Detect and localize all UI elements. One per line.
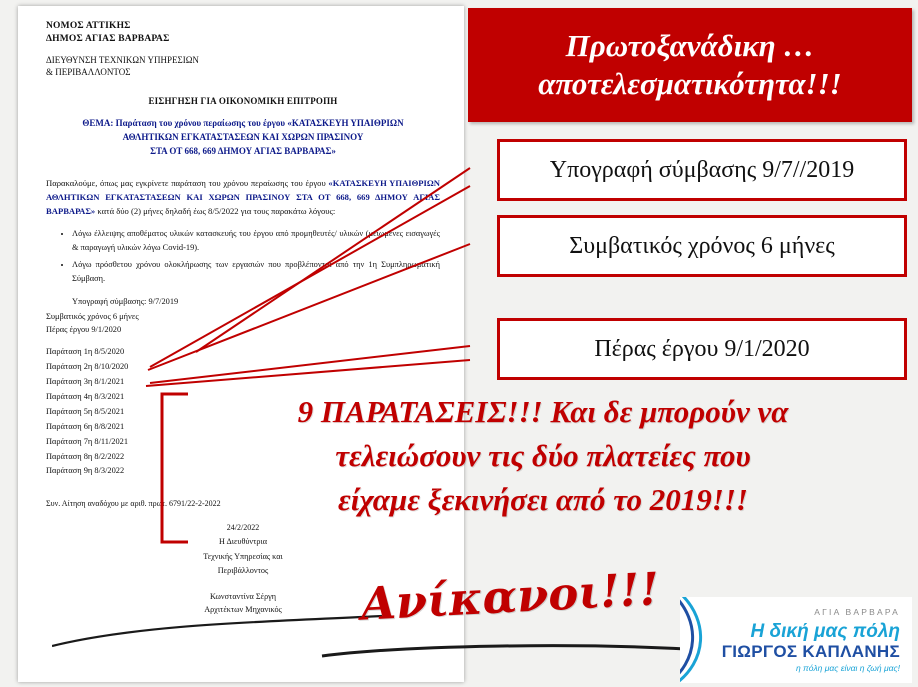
logo-slogan: Η δική μας πόλη — [750, 621, 900, 642]
document-header — [46, 20, 440, 45]
timeline-block — [46, 295, 440, 337]
callout-project-end — [497, 318, 907, 380]
callout-signature-text: Υπογραφή σύμβασης 9/7//2019 — [549, 156, 855, 183]
timeline-sign: Υπογραφή σύμβασης: 9/7/2019 — [72, 297, 179, 307]
statement-line-1: 9 ΠΑΡΑΤΑΣΕΙΣ!!! Και δε μπορούν να — [297, 394, 789, 429]
signature-role-1: Η Διευθύντρια — [218, 537, 267, 547]
signature-name: Κωνσταντίνα Σέργη — [209, 592, 277, 602]
document-paragraph — [46, 177, 440, 219]
campaign-logo — [680, 597, 912, 683]
paragraph-project-name: «ΚΑΤΑΣΚΕΥΗ ΥΠΑΙΘΡΙΩΝ ΑΘΛΗΤΙΚΩΝ ΕΓΚΑΤΑΣΤΑΣΕΩΝ ΚΑΙ ΧΩΡΩΝ ΠΡΑΣΙΝΟΥ ΣΤΑ ΟΤ 668, 669 ΔΗΜΟΥ ΑΓΙΑΣ ΒΑΡΒΑΡΑΣ» — [46, 178, 440, 216]
statement-line-3: είχαμε ξεκινήσει από το 2019!!! — [338, 482, 748, 518]
subject-text: Παράταση του χρόνου περαίωσης του έργου «ΚΑΤΑΣΚΕΥΗ ΥΠΑΙΘΡΙΩΝ — [115, 118, 404, 129]
signature-date: 24/2/2022 — [226, 523, 260, 533]
timeline-duration: Συμβατικός χρόνος 6 μήνες — [46, 311, 139, 321]
list-item: Παράταση 4η 8/3/2021 — [46, 391, 125, 401]
header-line-1: ΝΟΜΟΣ ΑΤΤΙΚΗΣ — [46, 21, 131, 31]
callout-signature-date — [497, 139, 907, 201]
list-item: Παράταση 5η 8/5/2021 — [46, 406, 125, 416]
paragraph-part-1: Παρακαλούμε, όπως μας εγκρίνετε παράταση του χρόνου περαίωσης του έργου — [46, 178, 329, 189]
timeline-end: Πέρας έργου 9/1/2020 — [46, 325, 122, 335]
handwriting-underline — [318, 643, 690, 659]
list-item: Παράταση 6η 8/8/2021 — [46, 421, 125, 431]
logo-candidate-name: ΓΙΩΡΓΟΣ ΚΑΠΛΑΝΗΣ — [721, 642, 900, 661]
handwritten-annotation: Ανίκανοι!!! — [359, 562, 661, 631]
list-item: Παράταση 7η 8/11/2021 — [46, 436, 129, 446]
logo-city-label: ΑΓΙΑ ΒΑΡΒΑΡΑ — [814, 607, 900, 617]
list-item: • Λόγω έλλειψης αποθέματος υλικών κατασκευής του έργου από προμηθευτές/ υλικών (μειωμένες εισαγωγές & παραγωγή υλικών λόγω Covid-19). — [72, 227, 440, 254]
list-item: Παράταση 2η 8/10/2020 — [46, 361, 129, 371]
paragraph-part-3: κατά δύο (2) μήνες δηλαδή έως 8/5/2022 για τους παρακάτω λόγους: — [95, 206, 336, 216]
list-item: Παράταση 1η 8/5/2020 — [46, 346, 125, 356]
callout-duration-text: Συμβατικός χρόνος 6 μήνες — [569, 232, 835, 259]
document-subject — [46, 117, 440, 159]
banner-callout — [468, 8, 912, 122]
list-item: • Λόγω πρόσθετου χρόνου ολοκλήρωσης των εργασιών που προβλέπονται από την 1η Συμπληρωματική Σύμβαση. — [72, 258, 440, 285]
header-line-4: & ΠΕΡΙΒΑΛΛΟΝΤΟΣ — [46, 67, 131, 78]
banner-line-1: Πρωτοξανάδικη … — [565, 28, 815, 64]
signature-profession: Αρχιτέκτων Μηχανικός — [204, 604, 282, 614]
banner-line-2: αποτελεσματικότητα!!! — [538, 66, 842, 101]
subject-label: ΘΕΜΑ: — [82, 118, 114, 129]
logo-tagline: η πόλη μας είναι η ζωή μας! — [795, 663, 900, 673]
callout-end-text: Πέρας έργου 9/1/2020 — [594, 335, 810, 362]
list-item: Παράταση 9η 8/3/2022 — [46, 466, 125, 476]
signature-role-2: Τεχνικής Υπηρεσίας και — [203, 551, 283, 561]
list-item: Παράταση 8η 8/2/2022 — [46, 451, 125, 461]
subject-line-2: ΑΘΛΗΤΙΚΩΝ ΕΓΚΑΤΑΣΤΑΣΕΩΝ ΚΑΙ ΧΩΡΩΝ ΠΡΑΣΙΝΟΥ — [122, 132, 364, 143]
statement-line-2: τελειώσουν τις δύο πλατείες που — [335, 438, 751, 474]
document-title: ΕΙΣΗΓΗΣΗ ΓΙΑ ΟΙΚΟΝΟΜΙΚΗ ΕΠΙΤΡΟΠΗ — [148, 96, 338, 107]
main-statement — [180, 390, 906, 522]
reasons-list — [46, 227, 440, 285]
document-department — [46, 54, 440, 78]
subject-line-3: ΣΤΑ ΟΤ 668, 669 ΔΗΜΟΥ ΑΓΙΑΣ ΒΑΡΒΑΡΑΣ» — [150, 146, 336, 157]
header-line-3: ΔΙΕΥΘΥΝΣΗ ΤΕΧΝΙΚΩΝ ΥΠΗΡΕΣΙΩΝ — [46, 55, 199, 66]
callout-contract-duration — [497, 215, 907, 277]
document-footnote: Συν. Αίτηση αναδόχου με αριθ. πρωτ. 6791/22-2-2022 — [46, 499, 221, 509]
list-item: Παράταση 3η 8/1/2021 — [46, 376, 125, 386]
header-line-2: ΔΗΜΟΣ ΑΓΙΑΣ ΒΑΡΒΑΡΑΣ — [46, 33, 170, 44]
signature-role-3: Περιβάλλοντος — [217, 566, 269, 576]
